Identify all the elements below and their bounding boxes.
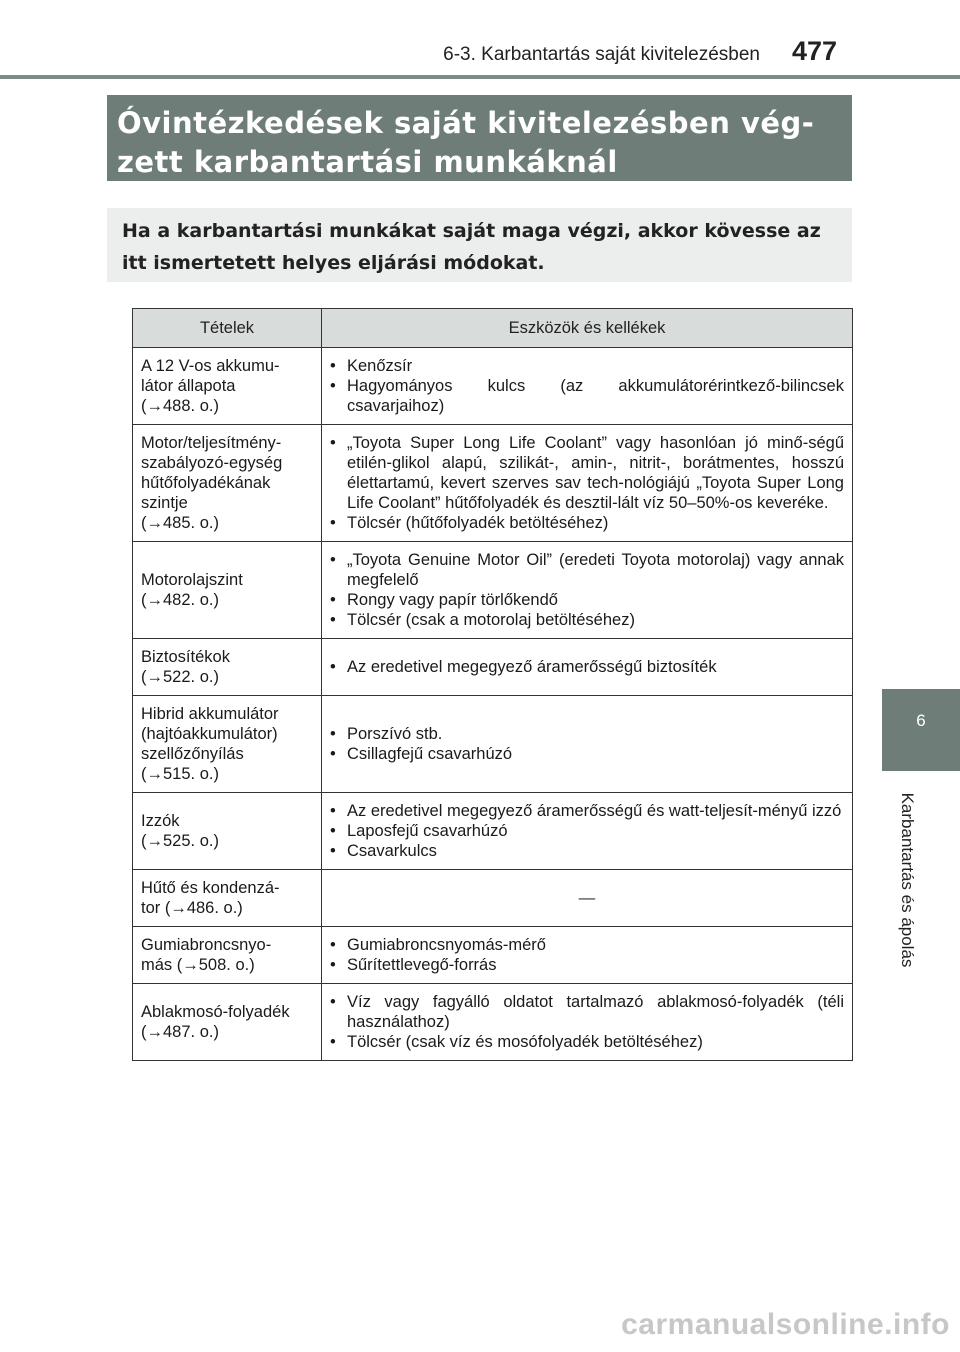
list-item-text: Az eredetivel megegyező áramerősségű biztosíték xyxy=(347,658,717,676)
list-item xyxy=(330,356,844,376)
bullet-icon: • xyxy=(330,822,336,840)
list-item xyxy=(330,550,844,590)
item-line: Izzók xyxy=(141,812,180,830)
list-item-text: Kenőzsír xyxy=(347,357,413,375)
item-line: (→482. o.) xyxy=(141,591,219,609)
item-cell xyxy=(133,696,322,793)
table-row xyxy=(133,696,853,793)
list-item-text: Porszívó stb. xyxy=(347,725,443,743)
item-line: (→525. o.) xyxy=(141,832,219,850)
list-item-text: Csavarkulcs xyxy=(347,842,437,860)
bullet-icon: • xyxy=(330,377,336,395)
item-line: Motorolajszint xyxy=(141,571,243,589)
list-item xyxy=(330,590,844,610)
tools-list xyxy=(330,992,844,1052)
bullet-icon: • xyxy=(330,1033,336,1051)
list-item-text: Laposfejű csavarhúzó xyxy=(347,822,508,840)
bullet-icon: • xyxy=(330,936,336,954)
list-item xyxy=(330,724,844,744)
item-line: Hűtő és kondenzá- xyxy=(141,879,280,897)
table-row xyxy=(133,793,853,870)
maintenance-table xyxy=(132,308,853,1061)
tools-cell xyxy=(322,639,853,696)
list-item xyxy=(330,513,844,533)
item-line: A 12 V-os akkumu- xyxy=(141,357,280,375)
item-cell xyxy=(133,793,322,870)
intro-box xyxy=(107,208,852,282)
list-item-text: Csillagfejű csavarhúzó xyxy=(347,745,513,763)
item-line: (hajtóakkumulátor) xyxy=(141,725,278,743)
header-divider xyxy=(0,75,960,79)
watermark: carmanualsonline.info xyxy=(621,1308,950,1341)
list-item-text: „Toyota Genuine Motor Oil” (eredeti Toyota motorolaj) vagy annak megfelelő xyxy=(347,551,844,589)
item-line: Ablakmosó-folyadék xyxy=(141,1003,290,1021)
tools-cell xyxy=(322,870,853,927)
list-item-text: Víz vagy fagyálló oldatot tartalmazó ablakmosó-folyadék (téli használathoz) xyxy=(347,993,844,1031)
item-line: Hibrid akkumulátor xyxy=(141,705,279,723)
empty-dash: — xyxy=(578,889,596,907)
title-line-1: Óvintézkedések saját kivitelezésben vég- xyxy=(117,106,815,140)
list-item-text: Tölcsér (csak a motorolaj betöltéséhez) xyxy=(347,611,635,629)
bullet-icon: • xyxy=(330,745,336,763)
list-item-text: Az eredetivel megegyező áramerősségű és watt-teljesít-ményű izzó xyxy=(347,802,842,820)
tools-list xyxy=(330,550,844,630)
bullet-icon: • xyxy=(330,842,336,860)
item-cell xyxy=(133,542,322,639)
item-line: hűtőfolyadékának xyxy=(141,474,271,492)
item-line: (→487. o.) xyxy=(141,1023,219,1041)
item-line: Gumiabroncsnyo- xyxy=(141,936,272,954)
item-cell xyxy=(133,425,322,542)
tools-cell xyxy=(322,696,853,793)
list-item xyxy=(330,744,844,764)
intro-line-1: Ha a karbantartási munkákat saját maga végzi, akkor kövesse az xyxy=(122,220,821,242)
list-item xyxy=(330,935,844,955)
list-item xyxy=(330,992,844,1032)
bullet-icon: • xyxy=(330,611,336,629)
tools-list xyxy=(330,724,844,764)
item-line: tor (→486. o.) xyxy=(141,899,243,917)
bullet-icon: • xyxy=(330,725,336,743)
item-cell xyxy=(133,984,322,1061)
item-line: más (→508. o.) xyxy=(141,956,255,974)
list-item-text: Hagyományos kulcs (az akkumulátorérintkező-bilincsek csavarjaihoz) xyxy=(347,377,844,415)
table-row xyxy=(133,348,853,425)
tools-list xyxy=(330,433,844,533)
list-item xyxy=(330,1032,844,1052)
item-line: Biztosítékok xyxy=(141,648,230,666)
item-line: látor állapota xyxy=(141,377,236,395)
table-row xyxy=(133,639,853,696)
tools-list xyxy=(330,356,844,416)
item-line: (→485. o.) xyxy=(141,514,219,532)
list-item xyxy=(330,955,844,975)
list-item xyxy=(330,433,844,513)
list-item-text: Tölcsér (hűtőfolyadék betöltéséhez) xyxy=(347,514,609,532)
list-item xyxy=(330,610,844,630)
bullet-icon: • xyxy=(330,357,336,375)
bullet-icon: • xyxy=(330,434,336,452)
bullet-icon: • xyxy=(330,802,336,820)
table-row xyxy=(133,542,853,639)
table-row xyxy=(133,425,853,542)
item-line: (→488. o.) xyxy=(141,397,219,415)
tools-cell xyxy=(322,542,853,639)
bullet-icon: • xyxy=(330,956,336,974)
column-header-items: Tételek xyxy=(133,309,322,348)
list-item-text: Rongy vagy papír törlőkendő xyxy=(347,591,558,609)
list-item-text: Gumiabroncsnyomás-mérő xyxy=(347,936,546,954)
item-line: Motor/teljesítmény- xyxy=(141,434,282,452)
tools-cell xyxy=(322,793,853,870)
tools-list xyxy=(330,801,844,861)
bullet-icon: • xyxy=(330,514,336,532)
list-item xyxy=(330,376,844,416)
item-line: szellőzőnyílás xyxy=(141,745,244,763)
bullet-icon: • xyxy=(330,993,336,1011)
item-cell xyxy=(133,639,322,696)
column-header-tools: Eszközök és kellékek xyxy=(322,309,853,348)
item-cell xyxy=(133,348,322,425)
item-line: szintje xyxy=(141,494,188,512)
bullet-icon: • xyxy=(330,551,336,569)
list-item-text: Tölcsér (csak víz és mosófolyadék betöltéséhez) xyxy=(347,1033,703,1051)
chapter-number: 6 xyxy=(916,711,926,730)
tools-cell xyxy=(322,425,853,542)
section-header: 6-3. Karbantartás saját kivitelezésben xyxy=(443,44,760,65)
item-line: (→515. o.) xyxy=(141,765,219,783)
tools-list xyxy=(330,935,844,975)
table-row xyxy=(133,870,853,927)
list-item xyxy=(330,657,844,677)
table-header-row xyxy=(133,309,853,348)
title-line-2: zett karbantartási munkáknál xyxy=(117,145,618,179)
list-item xyxy=(330,821,844,841)
tools-list xyxy=(330,657,844,677)
item-line: szabályozó-egység xyxy=(141,454,283,472)
table-row xyxy=(133,984,853,1061)
section-title-banner xyxy=(107,95,852,181)
list-item-text: „Toyota Super Long Life Coolant” vagy hasonlóan jó minő-ségű etilén-glikol alapú, szilikát-, amin-, nitrit-, borátmentes, hosszú élettartamú, kevert szerves sav tech-nológiájú „Toyota Super Long Life Coolant” hűtőfolyadék és desztil-lált víz 50–50%-os keveréke. xyxy=(347,434,844,512)
bullet-icon: • xyxy=(330,658,336,676)
item-line: (→522. o.) xyxy=(141,668,219,686)
bullet-icon: • xyxy=(330,591,336,609)
chapter-tab xyxy=(882,689,960,771)
table-row xyxy=(133,927,853,984)
table-body xyxy=(133,348,853,1061)
list-item-text: Sűrítettlevegő-forrás xyxy=(347,956,497,974)
page-number: 477 xyxy=(792,36,838,66)
list-item xyxy=(330,801,844,821)
tools-cell xyxy=(322,348,853,425)
item-cell xyxy=(133,870,322,927)
item-cell xyxy=(133,927,322,984)
list-item xyxy=(330,841,844,861)
tools-cell xyxy=(322,927,853,984)
intro-line-2: itt ismertetett helyes eljárási módokat. xyxy=(122,252,545,274)
tools-cell xyxy=(322,984,853,1061)
chapter-label: Karbantartás és ápolás xyxy=(898,792,917,968)
